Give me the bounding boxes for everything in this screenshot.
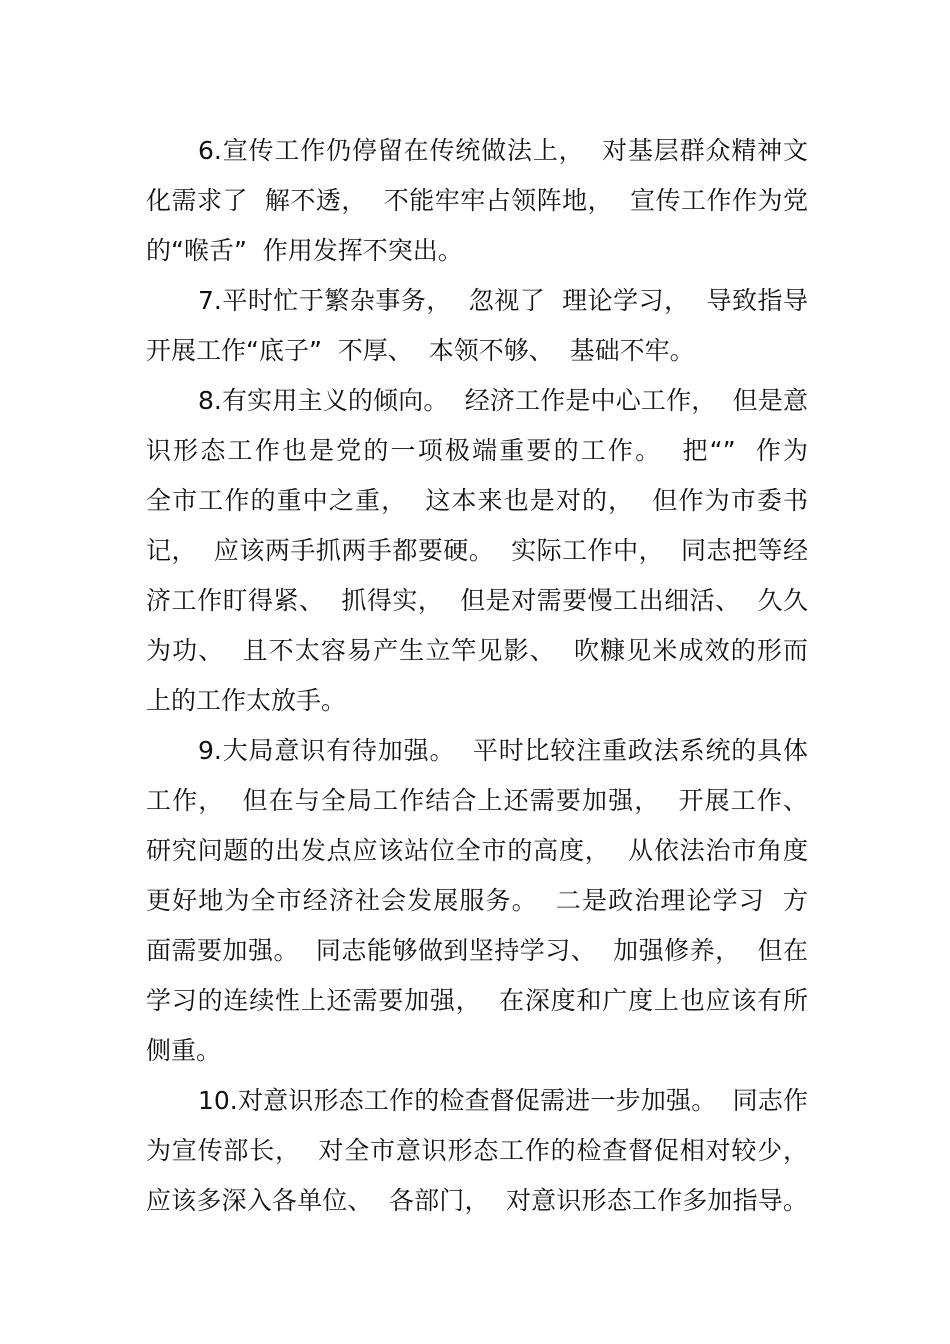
text-line: 为宣传部长， 对全市意识形态工作的检查督促相对较少， bbox=[146, 1136, 808, 1165]
text-line: 全市工作的重中之重， 这本来也是对的， 但作为市委书 bbox=[146, 486, 808, 515]
paragraph-10 bbox=[146, 1076, 808, 1226]
text-line: 9.大局意识有待加强。 平时比较注重政法系统的具体 bbox=[198, 736, 808, 765]
text-line: 6.宣传工作仍停留在传统做法上， 对基层群众精神文 bbox=[198, 136, 808, 165]
text-line: 识形态工作也是党的一项极端重要的工作。 把“” 作为 bbox=[146, 436, 808, 465]
text-line: 济工作盯得紧、 抓得实， 但是对需要慢工出细活、 久久 bbox=[146, 586, 808, 615]
text-line: 工作， 但在与全局工作结合上还需要加强， 开展工作、 bbox=[146, 786, 808, 815]
text-line: 上的工作太放手。 bbox=[146, 686, 347, 715]
text-line: 开展工作“底子” 不厚、 本领不够、 基础不牢。 bbox=[146, 336, 695, 365]
document-body bbox=[146, 126, 808, 1226]
text-line: 化需求了 解不透， 不能牢牢占领阵地， 宣传工作作为党 bbox=[146, 186, 808, 215]
text-line: 为功、 且不太容易产生立竿见影、 吹糠见米成效的形而 bbox=[146, 636, 808, 665]
text-line: 研究问题的出发点应该站位全市的高度， 从依法治市角度 bbox=[146, 836, 808, 865]
text-line: 记， 应该两手抓两手都要硬。 实际工作中， 同志把等经 bbox=[146, 536, 808, 565]
paragraph-6 bbox=[146, 126, 808, 276]
text-line: 8.有实用主义的倾向。 经济工作是中心工作， 但是意 bbox=[198, 386, 808, 415]
text-line: 面需要加强。 同志能够做到坚持学习、 加强修养， 但在 bbox=[146, 936, 808, 965]
text-line: 更好地为全市经济社会发展服务。 二是政治理论学习 方 bbox=[146, 886, 808, 915]
text-line: 的“喉舌” 作用发挥不突出。 bbox=[146, 236, 463, 265]
text-line: 学习的连续性上还需要加强， 在深度和广度上也应该有所 bbox=[146, 986, 808, 1015]
text-line: 7.平时忙于繁杂事务， 忽视了 理论学习， 导致指导 bbox=[198, 286, 808, 315]
text-line: 10.对意识形态工作的检查督促需进一步加强。 同志作 bbox=[198, 1086, 808, 1115]
paragraph-8 bbox=[146, 376, 808, 726]
paragraph-9 bbox=[146, 726, 808, 1076]
text-line: 侧重。 bbox=[146, 1036, 222, 1065]
paragraph-7 bbox=[146, 276, 808, 376]
text-line: 应该多深入各单位、 各部门， 对意识形态工作多加指导。 bbox=[146, 1186, 808, 1215]
